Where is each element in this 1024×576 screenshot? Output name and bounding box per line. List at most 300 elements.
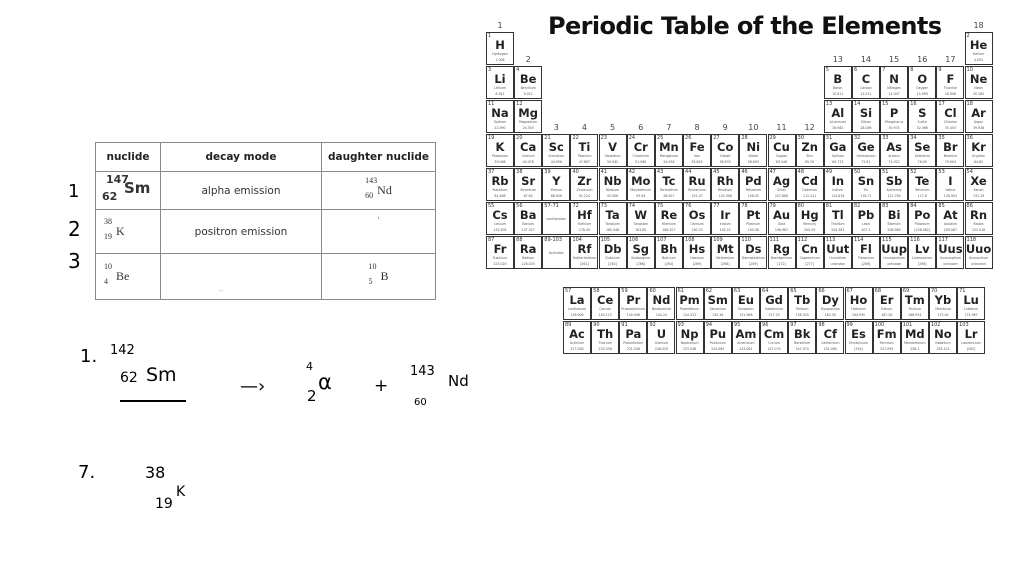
element-name: Fluorine: [943, 86, 957, 90]
atomic-number: 31: [825, 135, 833, 141]
atomic-mass: [262]: [966, 346, 976, 351]
element-se: [908, 134, 936, 167]
atomic-number: 21: [544, 135, 551, 141]
atomic-number: 61: [677, 288, 684, 294]
element-name: Rhenium: [661, 222, 676, 226]
atomic-mass: 4.003: [973, 57, 984, 62]
atomic-number: 108: [685, 237, 695, 243]
series-name: Actinides: [549, 251, 564, 255]
atomic-number: 71: [959, 288, 966, 294]
atomic-mass: 35.453: [944, 125, 956, 130]
element-symbol: Sg: [632, 242, 649, 256]
element-name: Erbium: [880, 307, 893, 311]
decay-mode-cell: alpha emission: [161, 172, 322, 210]
atomic-number: 68: [874, 288, 882, 294]
element-name: Molybdenum: [630, 188, 652, 192]
atomic-mass: [289]: [861, 261, 871, 266]
group-label-5: 5: [610, 123, 616, 132]
element-na: [486, 100, 514, 133]
element-name: Cesium: [494, 222, 506, 226]
element-rg: [768, 236, 796, 269]
element-symbol: Ni: [746, 140, 761, 154]
element-name: Chromium: [632, 154, 650, 158]
element-symbol: Cn: [801, 242, 818, 256]
element-s: [908, 100, 936, 133]
element-symbol: Uuo: [965, 242, 992, 256]
element-bh: [655, 236, 683, 269]
atomic-mass: 15.999: [916, 91, 928, 96]
atomic-mass: 74.922: [888, 159, 900, 164]
element-fl: [852, 236, 880, 269]
mass-number: 38: [145, 463, 166, 482]
element-name: Rutherfordium: [572, 256, 596, 260]
element-name: Ununpentium: [883, 256, 905, 260]
atomic-mass: 243.061: [739, 346, 753, 351]
element-name: Copper: [775, 154, 788, 158]
atomic-mass: 192.22: [719, 227, 731, 232]
element-symbol: Am: [735, 327, 757, 341]
atomic-mass: 40.078: [522, 159, 534, 164]
atomic-number: 1: [488, 33, 492, 39]
element-name: Chlorine: [943, 120, 958, 124]
element-symbol: Mg: [518, 106, 538, 120]
element-symbol: Lu: [963, 293, 979, 307]
atomic-mass: 140.908: [626, 312, 640, 317]
element-mt: [711, 236, 739, 269]
element-symbol: Eu: [737, 293, 754, 307]
element-ir: [711, 202, 739, 235]
atomic-number: 87: [488, 237, 495, 243]
element-fr: [486, 236, 514, 269]
element-cd: [796, 168, 824, 201]
atomic-number: 69: [902, 288, 910, 294]
atomic-mass: 32.066: [916, 125, 928, 130]
element-name: Astatine: [943, 222, 957, 226]
item-number: 1.: [80, 346, 98, 367]
item-number: 7.: [78, 462, 96, 483]
atomic-number: 99: [846, 322, 853, 328]
element-pt: [739, 202, 767, 235]
element-name: Europium: [738, 307, 754, 311]
atomic-mass: 200.59: [804, 227, 816, 232]
atomic-mass: [298]: [917, 261, 927, 266]
element-cl: [936, 100, 964, 133]
atomic-number: 9: [938, 67, 942, 73]
element-name: Thulium: [908, 307, 922, 311]
atomic-mass: 118.71: [860, 193, 872, 198]
element-symbol: Bk: [793, 327, 811, 341]
element-symbol: Tb: [794, 293, 811, 307]
atomic-number: 106: [628, 237, 639, 243]
placeholder-lanthanides: [542, 202, 570, 235]
atomic-number-range: 89-103: [544, 237, 563, 243]
element-symbol: Br: [943, 140, 958, 154]
element-ti: [570, 134, 598, 167]
atomic-number: 107: [656, 237, 667, 243]
atomic-mass: 1.008: [495, 57, 505, 62]
element-symbol: Fe: [689, 140, 705, 154]
atomic-mass: 88.906: [550, 193, 562, 198]
element-symbol: Cm: [763, 327, 785, 341]
element-symbol: F: [946, 72, 955, 86]
atomic-mass: 209.987: [943, 227, 957, 232]
atomic-mass: 126.904: [943, 193, 957, 198]
atomic-number: 32: [853, 135, 861, 141]
element-hg: [796, 202, 824, 235]
series-name: Lanthanides: [546, 217, 567, 221]
element-name: Silver: [777, 188, 786, 192]
element-k: [486, 134, 514, 167]
atomic-number: 40: [572, 169, 579, 175]
element-symbol: Th: [597, 327, 614, 341]
product-mass-number: 143: [410, 364, 435, 379]
atomic-number: 28: [741, 135, 748, 141]
element-name: Flerovium: [858, 256, 874, 260]
atomic-mass: 247.070: [795, 346, 809, 351]
mass-number: 143: [365, 176, 378, 185]
atomic-number: 14: [853, 101, 861, 107]
atomic-mass: 223.020: [493, 261, 507, 266]
atomic-mass: unknown: [971, 261, 986, 266]
group-label-1: 1: [497, 21, 503, 30]
element-ra: [514, 236, 542, 269]
element-am: [732, 321, 760, 354]
element-name: Technetium: [659, 188, 679, 192]
atomic-mass: 144.913: [683, 312, 697, 317]
atomic-number: 74: [628, 203, 636, 209]
atomic-mass: 121.760: [887, 193, 901, 198]
element-o: [908, 66, 936, 99]
atomic-mass: 24.305: [522, 125, 534, 130]
group-label-9: 9: [722, 123, 728, 132]
element-uut: [824, 236, 852, 269]
element-lr: [957, 321, 985, 354]
element-hf: [570, 202, 598, 235]
element-name: Plutonium: [709, 341, 726, 345]
atomic-number: 52: [910, 169, 917, 175]
element-li: [486, 66, 514, 99]
element-ca: [514, 134, 542, 167]
element-symbol: B: [833, 72, 843, 86]
atomic-mass: 173.04: [937, 312, 949, 317]
atomic-number: 19: [104, 232, 112, 241]
atomic-mass: 39.098: [494, 159, 506, 164]
element-name: Gadolinium: [764, 307, 784, 311]
element-symbol: Na: [491, 106, 509, 120]
atomic-mass: 28.086: [860, 125, 872, 130]
atomic-mass: 30.974: [888, 125, 900, 130]
element-name: Americium: [737, 341, 755, 345]
atomic-mass: 20.180: [972, 91, 985, 96]
atomic-mass: 164.930: [851, 312, 866, 317]
atomic-mass: [268]: [720, 261, 730, 266]
atomic-number: 62: [120, 370, 138, 386]
element-u: [647, 321, 675, 354]
element-v: [599, 134, 627, 167]
atomic-number: 67: [846, 288, 853, 294]
element-name: Silicon: [860, 120, 872, 124]
atomic-mass: 247.070: [767, 346, 781, 351]
element-gd: [760, 287, 788, 320]
element-name: Neodymium: [651, 307, 672, 311]
element-name: Dubnium: [605, 256, 620, 260]
element-name: Terbium: [795, 307, 809, 311]
atomic-number: 25: [656, 135, 664, 141]
element-symbol: Ca: [520, 140, 537, 154]
element-symbol: In: [831, 174, 845, 188]
element-symbol: Sc: [548, 140, 564, 154]
atomic-number: 63: [733, 288, 741, 294]
element-rn: [965, 202, 993, 235]
element-symbol: Y: [552, 174, 561, 188]
atomic-number: 15: [882, 101, 889, 107]
atomic-number: 37: [488, 169, 495, 175]
element-ag: [768, 168, 796, 201]
element-al: [824, 100, 852, 133]
element-name: Gallium: [831, 154, 844, 158]
decay-mode-cell: positron emission: [161, 210, 322, 254]
element-symbol: Sb: [885, 174, 903, 188]
element-name: Scandium: [548, 154, 565, 158]
element-name: Zinc: [806, 154, 814, 158]
atomic-number: 88: [516, 237, 523, 243]
atomic-mass: unknown: [943, 261, 958, 266]
atomic-mass: 180.948: [606, 227, 620, 232]
atomic-mass: 174.967: [964, 312, 978, 317]
atomic-number: 36: [966, 135, 973, 141]
atomic-mass: 114.818: [831, 193, 845, 198]
atomic-mass: 150.36: [712, 312, 724, 317]
group-label-8: 8: [694, 123, 700, 132]
element-symbol: Nb: [603, 174, 622, 188]
element-name: Ununseptium: [939, 256, 962, 260]
atomic-number: 24: [628, 135, 636, 141]
element-symbol: Mn: [659, 140, 679, 154]
element-lv: [908, 236, 936, 269]
element-tm: [901, 287, 929, 320]
element-rf: [570, 236, 598, 269]
element-symbol: Uut: [826, 242, 850, 256]
atomic-number: 18: [966, 101, 973, 107]
element-name: Hydrogen: [492, 52, 508, 56]
element-symbol: Rn: [970, 208, 988, 222]
element-nd: [647, 287, 675, 320]
group-label-2: 2: [525, 55, 531, 64]
element-symbol: Sr: [521, 174, 536, 188]
element-br: [936, 134, 964, 167]
atomic-number: 35: [938, 135, 945, 141]
atomic-number: 113: [825, 237, 836, 243]
element-dy: [816, 287, 844, 320]
element-symbol: Ar: [971, 106, 986, 120]
element-name: Boron: [833, 86, 843, 90]
atomic-mass: 18.998: [944, 91, 956, 96]
element-eu: [732, 287, 760, 320]
element-name: Lead: [862, 222, 870, 226]
atomic-number: 73: [600, 203, 607, 209]
atomic-number: 115: [882, 237, 892, 243]
element-name: Magnesium: [518, 120, 538, 124]
atomic-number: 98: [818, 322, 825, 328]
element-symbol: Fr: [493, 242, 507, 256]
element-name: Potassium: [491, 154, 509, 158]
atomic-mass: 10.811: [832, 91, 844, 96]
element-name: Copernicium: [799, 256, 820, 260]
element-symbol: Ag: [772, 174, 791, 188]
group-label-11: 11: [776, 123, 787, 132]
element-symbol: Os: [688, 208, 706, 222]
element-name: Californium: [821, 341, 840, 345]
atomic-number: 116: [910, 237, 920, 243]
element-symbol: Pr: [626, 293, 641, 307]
element-symbol: No: [934, 327, 952, 341]
element-ds: [739, 236, 767, 269]
element-symbol: Bh: [660, 242, 678, 256]
element-symbol: Be: [519, 72, 537, 86]
atomic-number: 101: [902, 322, 913, 328]
atomic-mass: 55.845: [691, 159, 703, 164]
atomic-number: 90: [593, 322, 600, 328]
element-h: [486, 32, 514, 65]
atomic-number: 23: [600, 135, 607, 141]
atomic-number: 29: [769, 135, 776, 141]
element-at: [936, 202, 964, 235]
element-name: Mercury: [803, 222, 817, 226]
product-symbol: Nd: [448, 372, 469, 390]
element-name: Bismuth: [887, 222, 901, 226]
element-name: Tantalum: [605, 222, 620, 226]
element-pm: [676, 287, 704, 320]
element-name: Seaborgium: [631, 256, 651, 260]
element-symbol: Cr: [633, 140, 648, 154]
element-symbol: He: [969, 38, 988, 52]
group-label-12: 12: [804, 123, 815, 132]
atomic-number: 42: [628, 169, 636, 175]
atomic-mass: 132.905: [493, 227, 507, 232]
group-label-7: 7: [666, 123, 672, 132]
atomic-mass: 257.095: [880, 346, 894, 351]
atomic-number: 43: [656, 169, 664, 175]
element-name: Carbon: [860, 86, 872, 90]
atomic-mass: 168.934: [908, 312, 922, 317]
atomic-mass: 144.24: [655, 312, 668, 317]
element-name: Meitnerium: [716, 256, 735, 260]
atomic-mass: 12.011: [860, 91, 872, 96]
header-nuclide: nuclide: [96, 143, 161, 172]
atomic-mass: 237.048: [683, 346, 697, 351]
element-pa: [619, 321, 647, 354]
atomic-mass: 186.207: [662, 227, 676, 232]
atomic-number: 55: [488, 203, 495, 209]
atomic-number: 11: [488, 101, 495, 107]
atomic-number: 66: [818, 288, 825, 294]
element-tb: [788, 287, 816, 320]
atomic-mass: 65.39: [805, 159, 815, 164]
atomic-number: 65: [790, 288, 797, 294]
atomic-mass: 195.08: [747, 227, 759, 232]
atomic-mass: [208.982]: [914, 227, 931, 232]
element-symbol: H: [495, 38, 505, 52]
atomic-number: 114: [853, 237, 864, 243]
element-xe: [965, 168, 993, 201]
element-name: Thorium: [598, 341, 612, 345]
atomic-mass: 238.029: [654, 346, 669, 351]
element-symbol: Lv: [914, 242, 930, 256]
atomic-number: 83: [882, 203, 889, 209]
element-symbol: Zr: [577, 174, 592, 188]
element-f: [936, 66, 964, 99]
element-tl: [824, 202, 852, 235]
atomic-mass: 22.990: [494, 125, 506, 130]
element-name: Neon: [974, 86, 983, 90]
element-name: Cobalt: [720, 154, 731, 158]
element-symbol: Uus: [938, 242, 963, 256]
element-c: [852, 66, 880, 99]
atomic-mass: 162.50: [824, 312, 836, 317]
atomic-number: 57: [565, 288, 572, 294]
element-symbol: Kr: [971, 140, 986, 154]
atomic-number: 80: [797, 203, 805, 209]
element-po: [908, 202, 936, 235]
atomic-mass: 72.61: [861, 159, 871, 164]
element-uup: [880, 236, 908, 269]
element-name: Osmium: [690, 222, 704, 226]
element-fe: [683, 134, 711, 167]
atomic-number: 96: [762, 322, 769, 328]
element-symbol: Er: [879, 293, 894, 307]
atomic-mass: 95.94: [636, 193, 646, 198]
atomic-mass: 84.468: [494, 193, 506, 198]
element-symbol: N: [889, 72, 899, 86]
element-name: Palladium: [745, 188, 762, 192]
element-symbol: Cs: [492, 208, 508, 222]
element-name: Darmstadtium: [741, 256, 765, 260]
element-ac: [563, 321, 591, 354]
element-zr: [570, 168, 598, 201]
element-pd: [739, 168, 767, 201]
element-cs: [486, 202, 514, 235]
element-name: Livermorium: [912, 256, 933, 260]
element-name: Krypton: [972, 154, 985, 158]
group-label-4: 4: [581, 123, 587, 132]
element-ce: [591, 287, 619, 320]
element-name: Tungsten: [633, 222, 648, 226]
element-name: Manganese: [659, 154, 679, 158]
element-symbol: Tc: [662, 174, 676, 188]
element-symbol: Mo: [631, 174, 651, 188]
row-label-2: 2: [68, 217, 81, 241]
element-symbol: Au: [772, 208, 791, 222]
element-name: Nobelium: [935, 341, 951, 345]
element-symbol: V: [608, 140, 618, 154]
atomic-mass: 58.693: [747, 159, 759, 164]
atomic-mass: 183.85: [635, 227, 647, 232]
atomic-number: 22: [572, 135, 579, 141]
mass-number: 147: [106, 173, 129, 186]
element-name: Hafnium: [577, 222, 592, 226]
atomic-mass: 50.942: [607, 159, 619, 164]
element-w: [627, 202, 655, 235]
mass-number: 38: [104, 217, 112, 226]
element-symbol: Fl: [860, 242, 872, 256]
atomic-mass: 137.327: [521, 227, 535, 232]
element-name: Helium: [972, 52, 985, 56]
element-ge: [852, 134, 880, 167]
atomic-mass: 157.25: [768, 312, 780, 317]
element-mg: [514, 100, 542, 133]
element-name: Lanthanum: [567, 307, 587, 311]
element-os: [683, 202, 711, 235]
